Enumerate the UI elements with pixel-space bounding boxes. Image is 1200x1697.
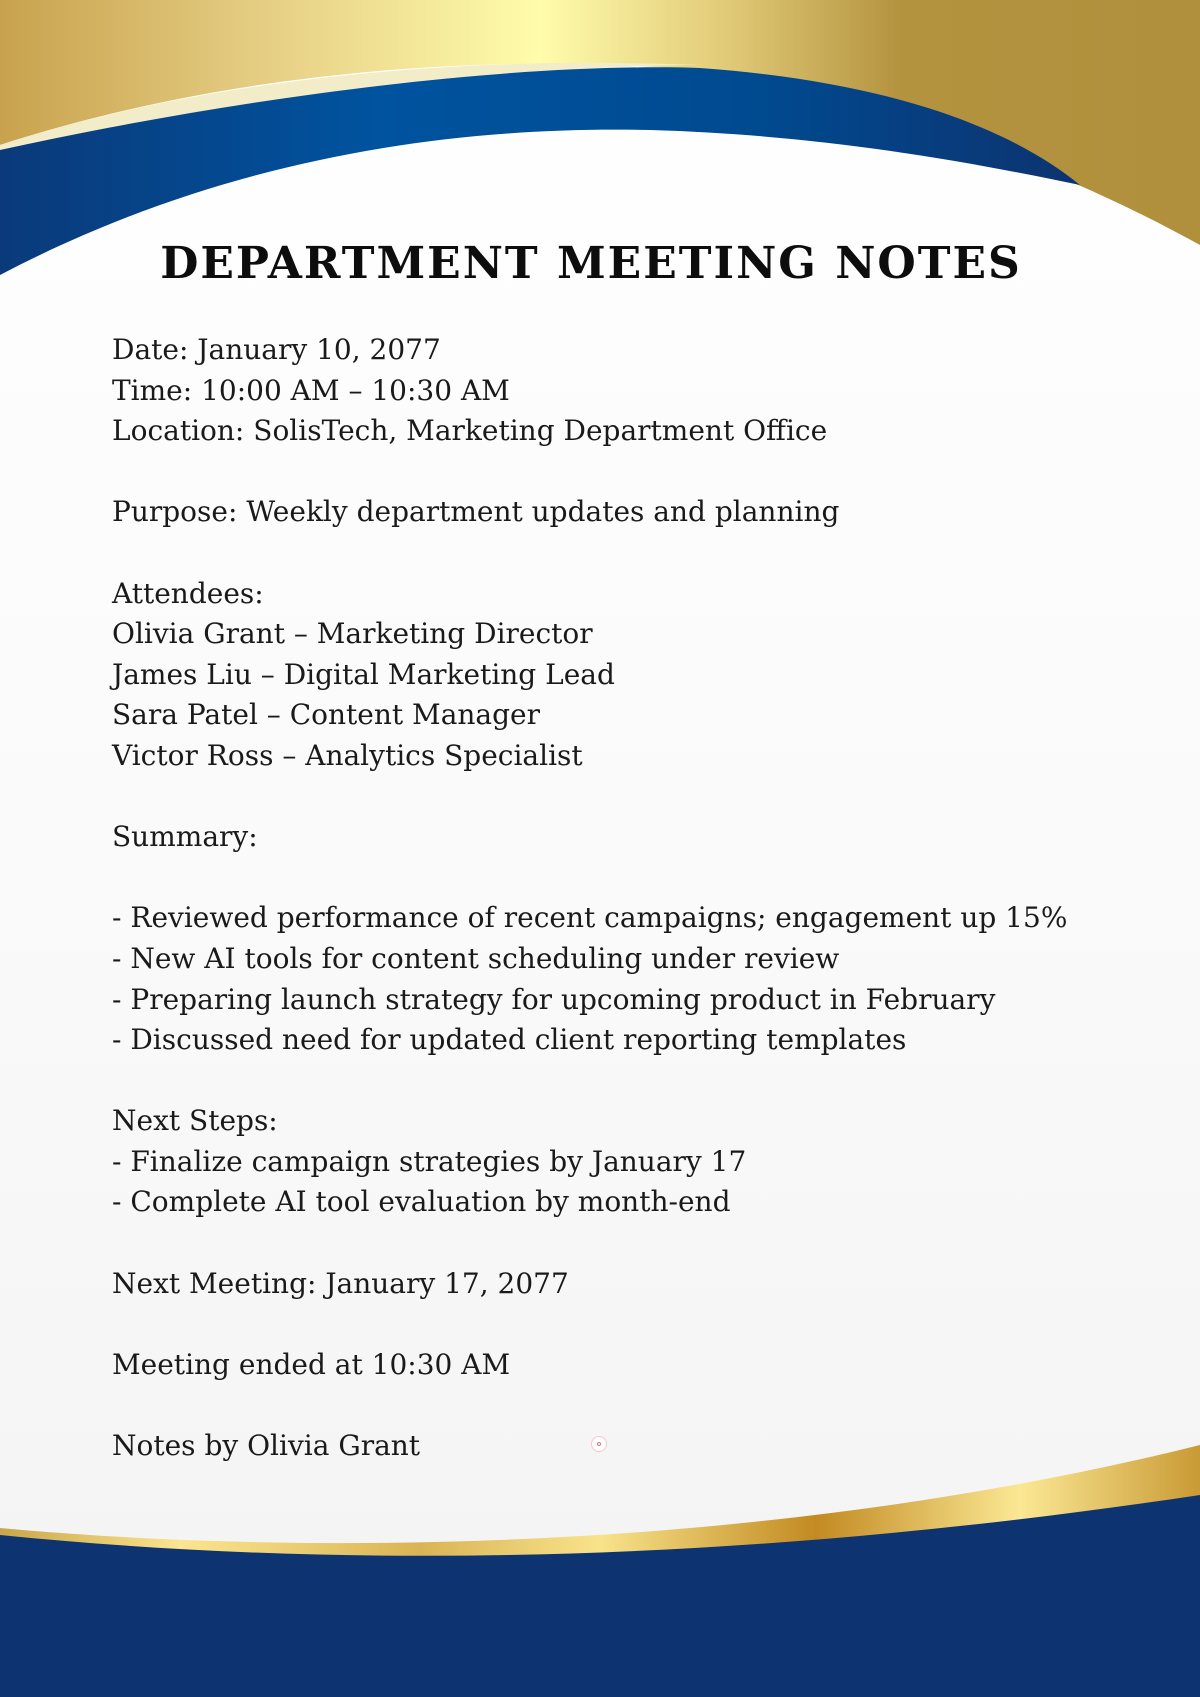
notes-body	[112, 330, 1112, 1467]
spacer	[112, 858, 1112, 899]
summary-item: - New AI tools for content scheduling under review	[112, 941, 840, 975]
next-meeting-line: Next Meeting: January 17, 2077	[112, 1266, 569, 1300]
summary-item: - Reviewed performance of recent campaigns; engagement up 15%	[112, 901, 1068, 935]
next-step-item: - Finalize campaign strategies by January 17	[112, 1144, 747, 1178]
spacer	[112, 1061, 1112, 1102]
attendee-item: Victor Ross – Analytics Specialist	[112, 738, 583, 772]
spacer	[112, 452, 1112, 493]
attendee-item: Olivia Grant – Marketing Director	[112, 617, 593, 651]
spacer	[112, 1223, 1112, 1264]
notes-by-line: Notes by Olivia Grant	[112, 1429, 421, 1463]
spacer	[112, 1304, 1112, 1345]
summary-heading: Summary:	[112, 820, 258, 854]
summary-item: - Preparing launch strategy for upcoming product in February	[112, 982, 996, 1016]
spacer	[112, 1385, 1112, 1426]
attendee-item: James Liu – Digital Marketing Lead	[112, 657, 615, 691]
attendees-heading: Attendees:	[112, 576, 264, 610]
spacer	[112, 777, 1112, 818]
purpose-line: Purpose: Weekly department updates and planning	[112, 495, 840, 529]
summary-item: - Discussed need for updated client reporting templates	[112, 1023, 907, 1057]
next-steps-heading: Next Steps:	[112, 1104, 278, 1138]
attendee-item: Sara Patel – Content Manager	[112, 698, 540, 732]
date-line: Date: January 10, 2077	[112, 333, 441, 366]
cursor-marker-icon	[591, 1436, 607, 1452]
next-step-item: - Complete AI tool evaluation by month-end	[112, 1185, 731, 1219]
time-line: Time: 10:00 AM – 10:30 AM	[112, 373, 510, 407]
spacer	[112, 533, 1112, 574]
document-title: DEPARTMENT MEETING NOTES	[160, 238, 1022, 289]
meeting-ended-line: Meeting ended at 10:30 AM	[112, 1347, 511, 1381]
location-line: Location: SolisTech, Marketing Department Office	[112, 414, 828, 448]
